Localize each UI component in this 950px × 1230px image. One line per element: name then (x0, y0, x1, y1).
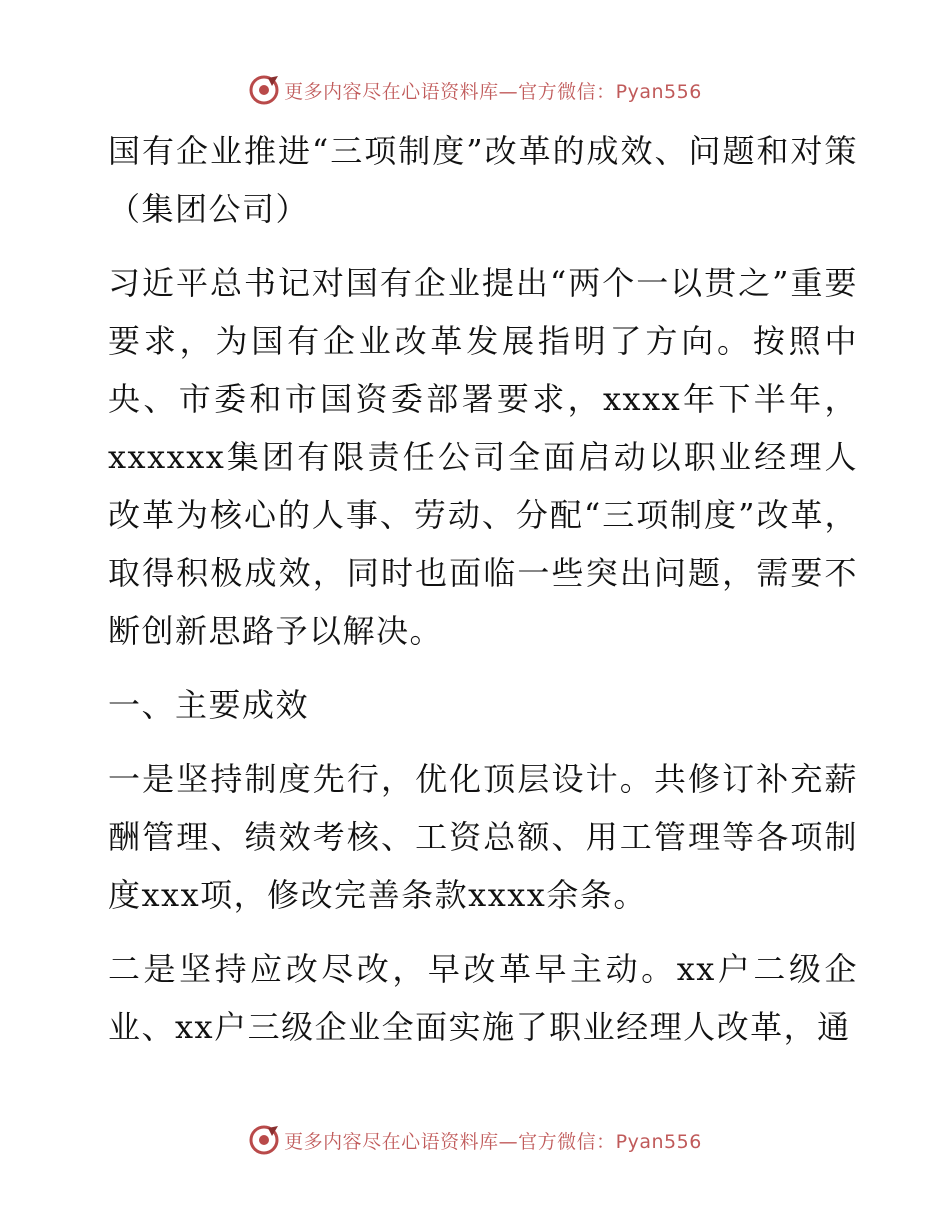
point-one-paragraph: 一是坚持制度先行，优化顶层设计。共修订补充薪酬管理、绩效考核、工资总额、用工管理等各项制度xxx项，修改完善条款xxxx余条。 (108, 760, 858, 914)
document-title: 国有企业推进“三项制度”改革的成效、问题和对策（集团公司） (108, 132, 858, 228)
header-watermark-text: 更多内容尽在心语资料库—官方微信：Pyan556 (284, 80, 702, 103)
footer-watermark (0, 1122, 950, 1158)
point-two-paragraph: 二是坚持应改尽改，早改革早主动。xx户二级企业、xx户三级企业全面实施了职业经理人改革，通 (108, 950, 858, 1046)
quill-seal-icon (248, 74, 280, 106)
document-body (98, 122, 858, 1072)
quill-seal-icon (248, 1124, 280, 1156)
section-heading: 一、主要成效 (108, 686, 310, 724)
footer-watermark-text: 更多内容尽在心语资料库—官方微信：Pyan556 (284, 1130, 702, 1153)
intro-paragraph: 习近平总书记对国有企业提出“两个一以贯之”重要要求，为国有企业改革发展指明了方向。按照中央、市委和市国资委部署要求，xxxx年下半年，xxxxxx集团有限责任公司全面启动以职业经理人改革为核心的人事、劳动、分配“三项制度”改革，取得积极成效，同时也面临一些突出问题，需要不断创新思路予以解决。 (108, 264, 858, 650)
header-watermark (0, 72, 950, 108)
